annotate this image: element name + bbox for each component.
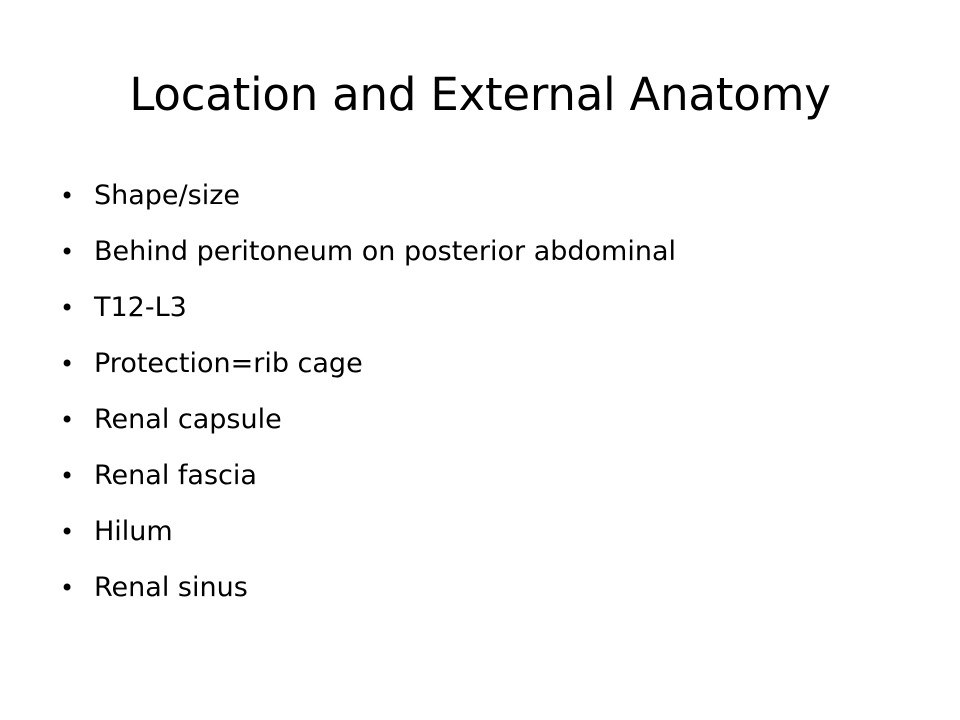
bullet-text: Renal sinus bbox=[94, 572, 248, 603]
bullet-icon: • bbox=[60, 182, 75, 210]
list-item bbox=[60, 224, 920, 280]
bullet-icon: • bbox=[60, 518, 75, 546]
bullet-icon: • bbox=[60, 294, 75, 322]
bullet-text: Protection=rib cage bbox=[94, 348, 363, 379]
list-item bbox=[60, 280, 920, 336]
bullet-list bbox=[60, 168, 920, 616]
bullet-text: Shape/size bbox=[94, 180, 240, 211]
bullet-text: Renal capsule bbox=[94, 404, 282, 435]
bullet-icon: • bbox=[60, 406, 75, 434]
list-item bbox=[60, 448, 920, 504]
slide-title: Location and External Anatomy bbox=[129, 68, 831, 121]
bullet-icon: • bbox=[60, 238, 75, 266]
bullet-text: T12-L3 bbox=[94, 292, 187, 323]
list-item bbox=[60, 168, 920, 224]
bullet-icon: • bbox=[60, 574, 75, 602]
list-item bbox=[60, 504, 920, 560]
bullet-icon: • bbox=[60, 350, 75, 378]
bullet-text: Behind peritoneum on posterior abdominal bbox=[94, 236, 677, 267]
list-item bbox=[60, 392, 920, 448]
bullet-icon: • bbox=[60, 462, 75, 490]
bullet-text: Hilum bbox=[94, 516, 173, 547]
bullet-text: Renal fascia bbox=[94, 460, 257, 491]
list-item bbox=[60, 336, 920, 392]
list-item bbox=[60, 560, 920, 616]
